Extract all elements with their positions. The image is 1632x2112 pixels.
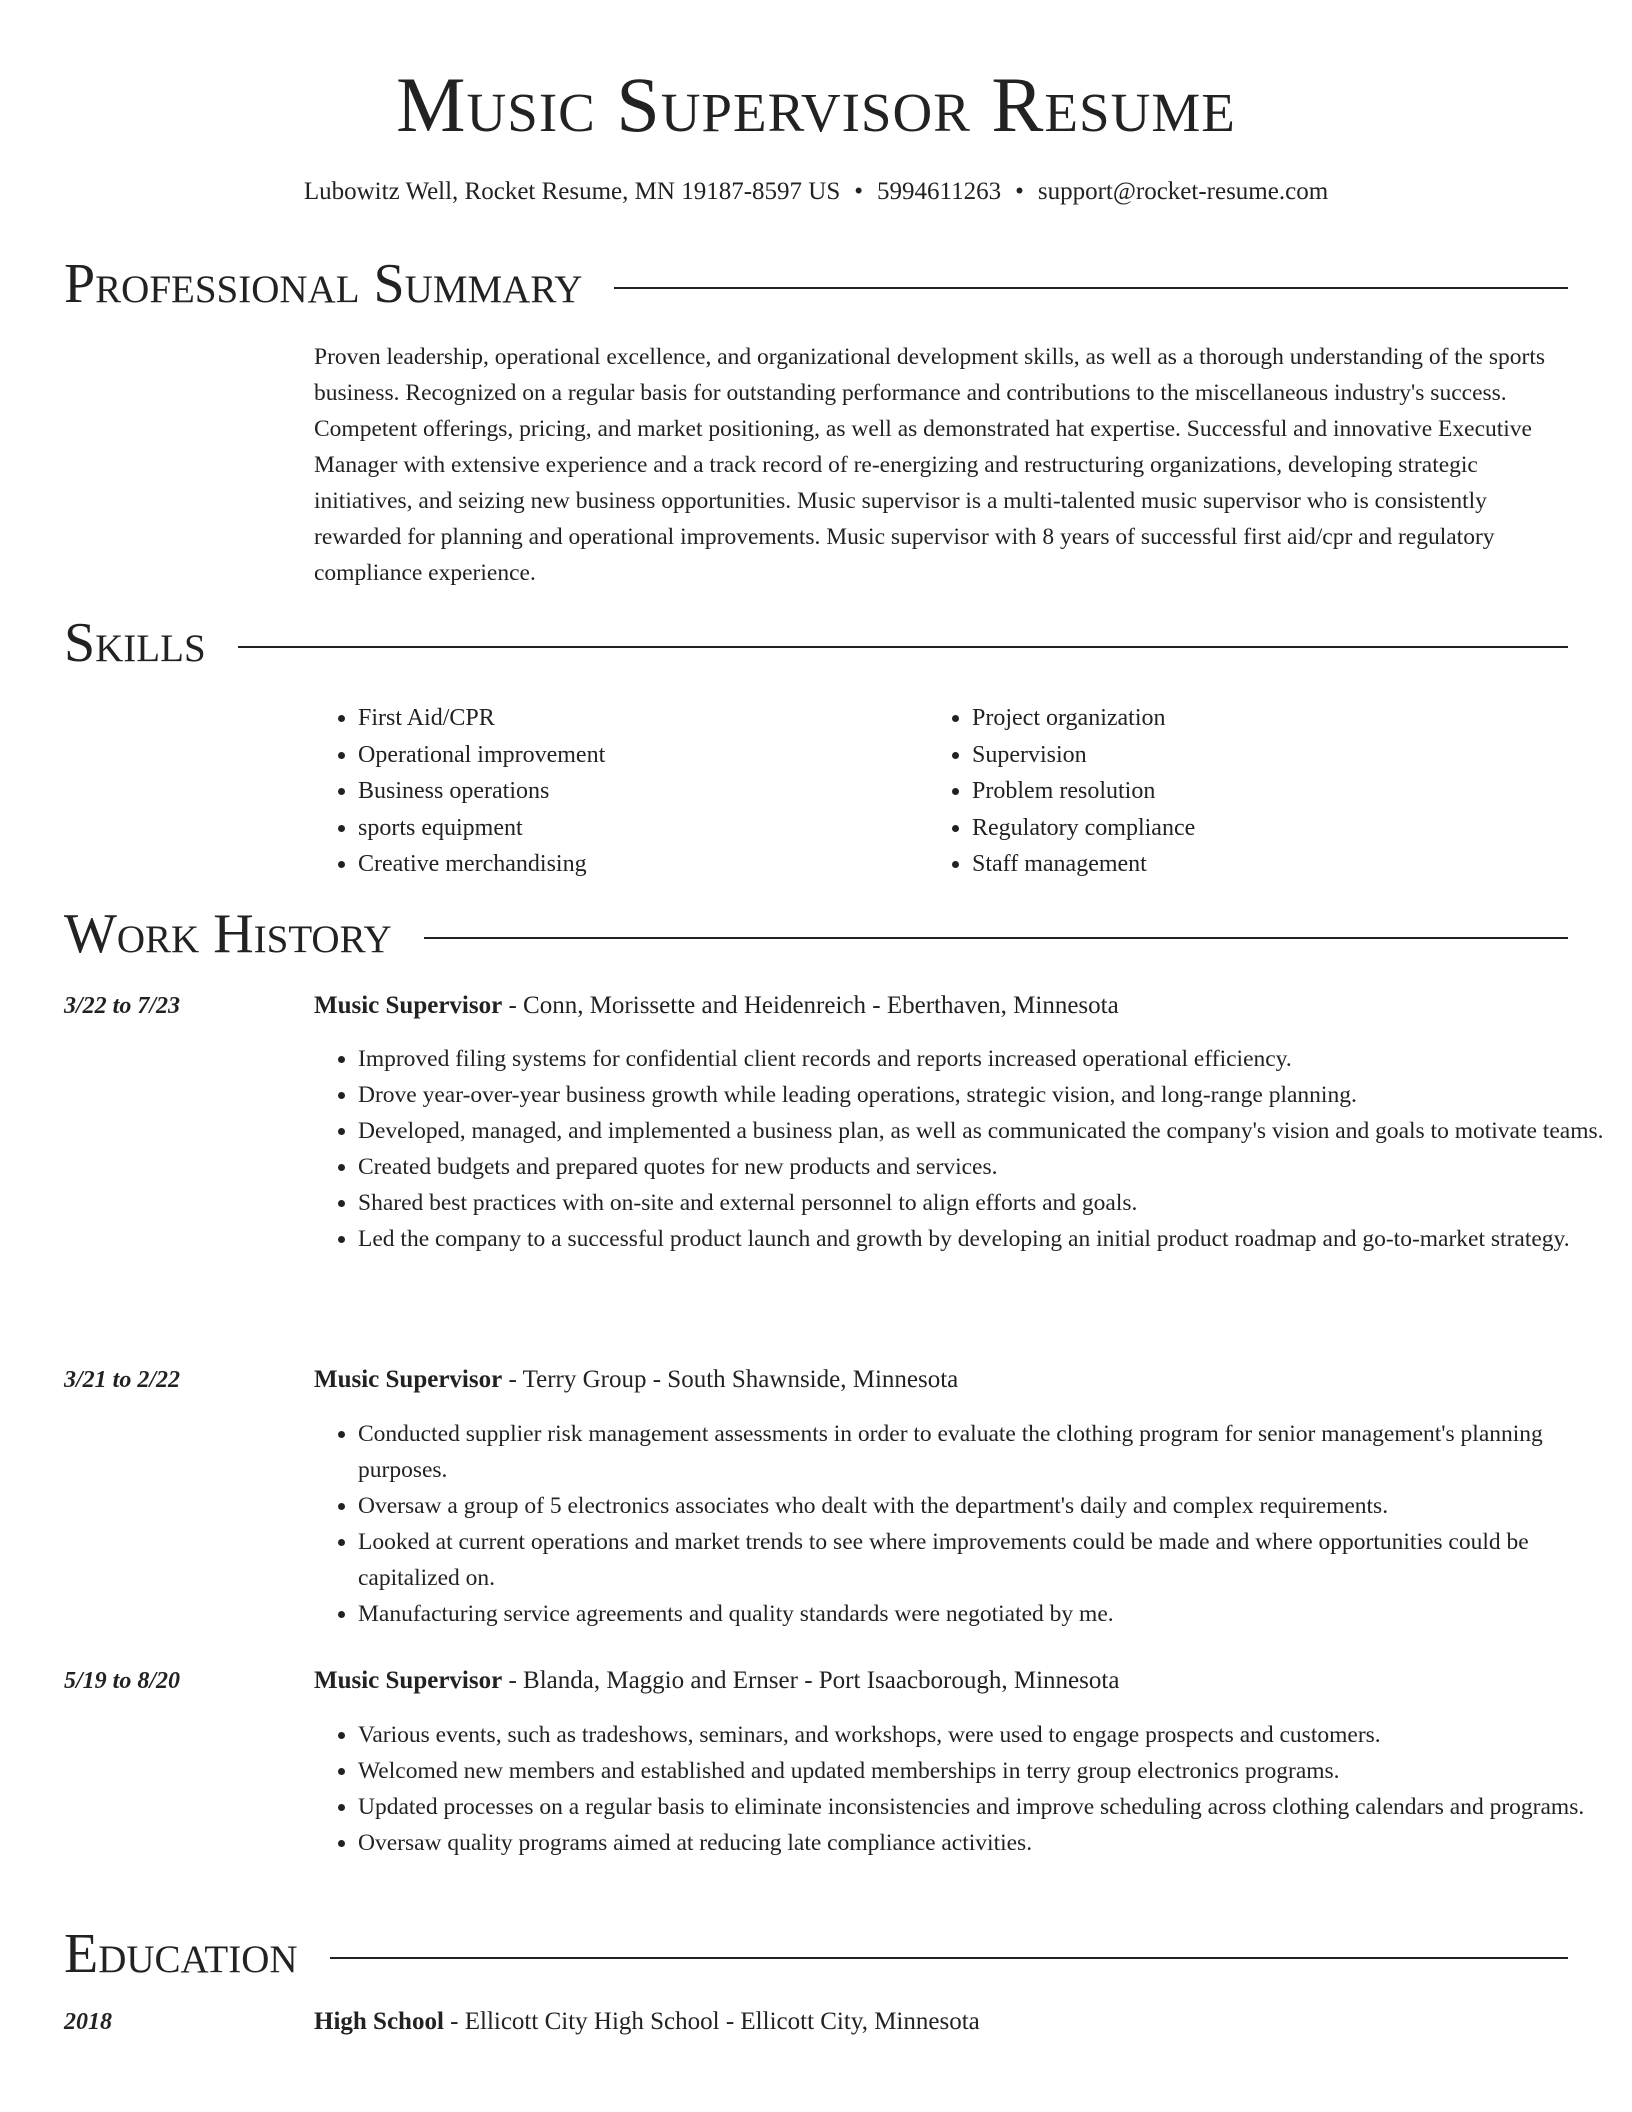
job-bullet: • Updated processes on a regular basis to eliminate inconsistencies and improve scheduling across clothing calendars and programs. bbox=[358, 1789, 1614, 1825]
job-details: - Terry Group - South Shawnside, Minnesota bbox=[502, 1366, 959, 1393]
summary-heading: Professional Summary bbox=[64, 253, 583, 315]
work-heading: Work History bbox=[64, 903, 392, 965]
skill-item: • Project organization bbox=[972, 700, 1195, 737]
skill-item: • Staff management bbox=[972, 846, 1195, 883]
job-heading bbox=[314, 988, 1119, 1024]
job-dates: 5/19 to 8/20 bbox=[64, 1668, 181, 1694]
skills-section-header bbox=[64, 611, 1568, 675]
job-heading bbox=[314, 1362, 958, 1398]
job-bullet: • Created budgets and prepared quotes for new products and services. bbox=[358, 1149, 1614, 1185]
document-title: Music Supervisor Resume bbox=[396, 61, 1236, 148]
education-section-header bbox=[64, 1922, 1568, 1986]
job-bullet: • Looked at current operations and market trends to see where improvements could be made and where opportunities could be capitalized on. bbox=[358, 1524, 1614, 1596]
job-bullet: • Oversaw a group of 5 electronics associates who dealt with the department's daily and complex requirements. bbox=[358, 1488, 1614, 1524]
contact-address: Lubowitz Well, Rocket Resume, MN 19187-8597 US bbox=[303, 178, 841, 205]
contact-separator: • bbox=[854, 178, 863, 205]
job-dates: 3/21 to 2/22 bbox=[64, 1367, 181, 1393]
work-section-header bbox=[64, 902, 1568, 966]
job-bullet: • Shared best practices with on-site and external personnel to align efforts and goals. bbox=[358, 1185, 1614, 1221]
job-title: Music Supervisor bbox=[314, 992, 503, 1019]
education-year: 2018 bbox=[64, 2009, 112, 2035]
section-divider bbox=[238, 646, 1568, 648]
education-degree: High School bbox=[314, 2008, 444, 2035]
section-divider bbox=[424, 937, 1568, 939]
job-dates: 3/22 to 7/23 bbox=[64, 993, 181, 1019]
skill-item: • Operational improvement bbox=[358, 737, 605, 774]
skill-item: • Problem resolution bbox=[972, 773, 1195, 810]
education-entry bbox=[314, 2004, 980, 2040]
contact-line bbox=[0, 176, 1632, 208]
section-divider bbox=[330, 1957, 1568, 1959]
job-bullet: • Improved filing systems for confidential client records and reports increased operational efficiency. bbox=[358, 1041, 1614, 1077]
skill-item: • Business operations bbox=[358, 773, 605, 810]
job-bullet: • Various events, such as tradeshows, seminars, and workshops, were used to engage prospects and customers. bbox=[358, 1717, 1614, 1753]
job-bullet: • Developed, managed, and implemented a business plan, as well as communicated the company's vision and goals to motivate teams. bbox=[358, 1113, 1614, 1149]
summary-text: Proven leadership, operational excellence, and organizational development skills, as well as a thorough understanding of the sports business. Recognized on a regular basis for outstanding performance and contributions to the miscellaneous industry's success. Competent offerings, pricing, and market positioning, as well as demonstrated hat expertise. Successful and innovative Executive Manager with extensive experience and a track record of re-energizing and restructuring organizations, developing strategic initiatives, and seizing new business opportunities. Music supervisor is a multi-talented music supervisor who is consistently rewarded for planning and operational improvements. Music supervisor with 8 years of successful first aid/cpr and regulatory compliance experience. bbox=[314, 344, 1546, 586]
skill-item: • sports equipment bbox=[358, 810, 605, 847]
skills-heading: Skills bbox=[64, 612, 206, 674]
section-divider bbox=[614, 287, 1568, 289]
skill-item: • First Aid/CPR bbox=[358, 700, 605, 737]
skills-list-right bbox=[928, 700, 1195, 883]
job-bullet: • Conducted supplier risk management assessments in order to evaluate the clothing program for senior management's planning purposes. bbox=[358, 1416, 1614, 1488]
skill-item: • Creative merchandising bbox=[358, 846, 605, 883]
skills-list-left bbox=[314, 700, 605, 883]
skill-item: • Regulatory compliance bbox=[972, 810, 1195, 847]
job-bullet: • Oversaw quality programs aimed at reducing late compliance activities. bbox=[358, 1825, 1614, 1861]
job-bullet: • Led the company to a successful product launch and growth by developing an initial product roadmap and go-to-market strategy. bbox=[358, 1221, 1614, 1257]
job-title: Music Supervisor bbox=[314, 1667, 503, 1694]
summary-section-header bbox=[64, 252, 1568, 316]
job-heading bbox=[314, 1663, 1119, 1699]
education-heading: Education bbox=[64, 1923, 298, 1985]
job-title: Music Supervisor bbox=[314, 1366, 503, 1393]
contact-email[interactable]: support@rocket-resume.com bbox=[1037, 178, 1329, 205]
job-bullet: • Manufacturing service agreements and quality standards were negotiated by me. bbox=[358, 1596, 1614, 1632]
job-bullets bbox=[314, 1717, 1614, 1861]
job-details: - Conn, Morissette and Heidenreich - Eberthaven, Minnesota bbox=[502, 992, 1119, 1019]
job-bullets bbox=[314, 1041, 1614, 1257]
job-bullet: • Drove year-over-year business growth while leading operations, strategic vision, and long-range planning. bbox=[358, 1077, 1614, 1113]
contact-separator: • bbox=[1015, 178, 1024, 205]
education-details: - Ellicott City High School - Ellicott City, Minnesota bbox=[443, 2008, 980, 2035]
job-details: - Blanda, Maggio and Ernser - Port Isaacborough, Minnesota bbox=[502, 1667, 1120, 1694]
job-bullet: • Welcomed new members and established and updated memberships in terry group electronics programs. bbox=[358, 1753, 1614, 1789]
job-bullets bbox=[314, 1416, 1614, 1632]
contact-phone: 5994611263 bbox=[877, 178, 1002, 205]
skill-item: • Supervision bbox=[972, 737, 1195, 774]
